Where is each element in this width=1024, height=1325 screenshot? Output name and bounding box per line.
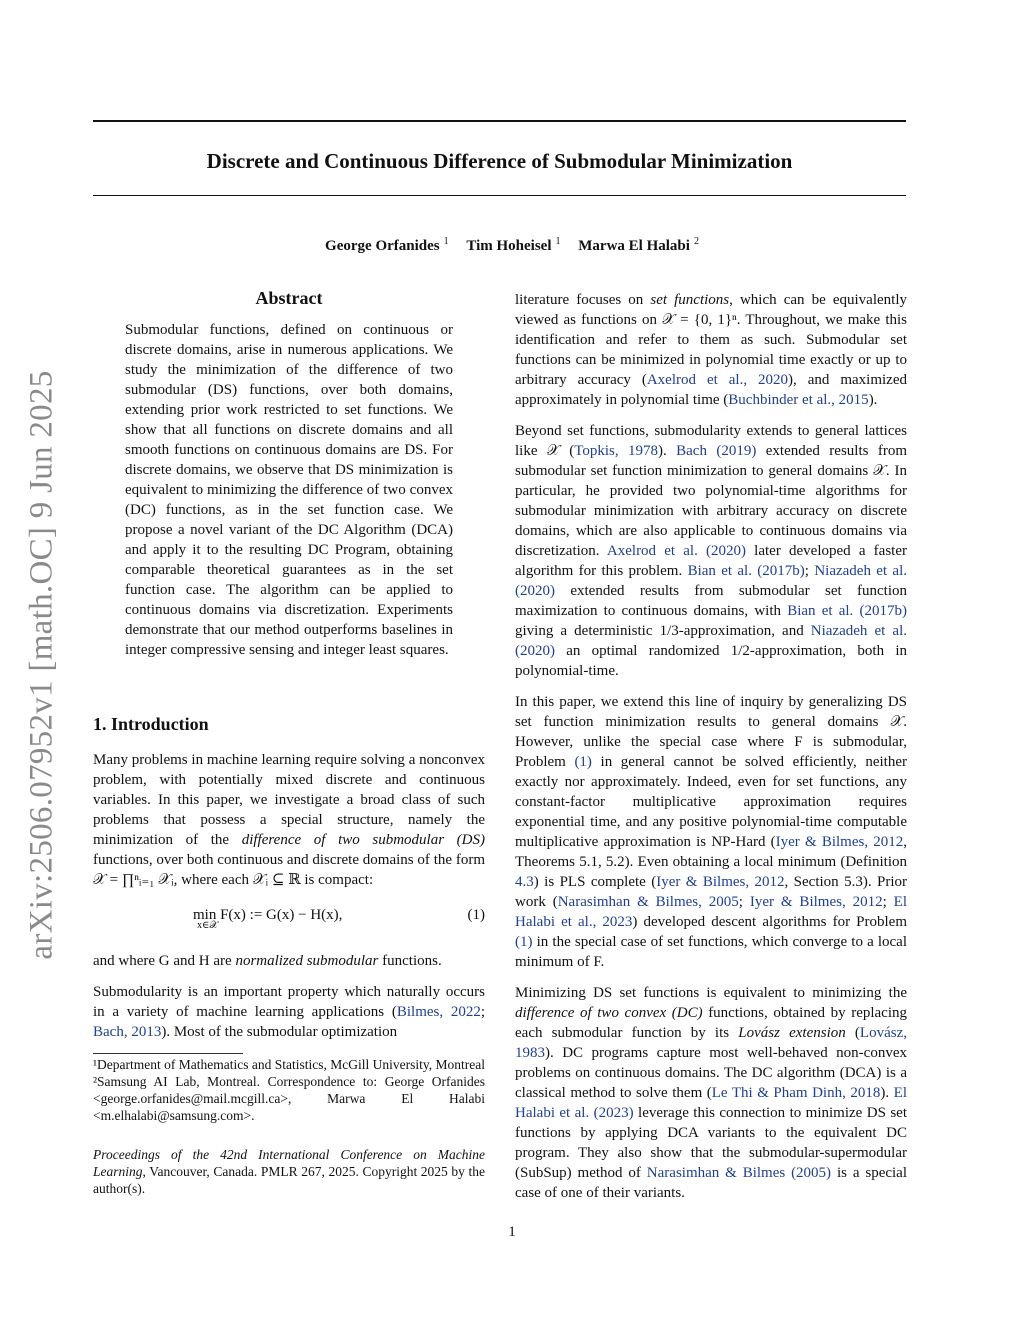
equation-ref-link[interactable]: (1) — [515, 934, 533, 950]
equation-1 — [93, 901, 485, 941]
citation-link[interactable]: Iyer & Bilmes, 2012 — [775, 834, 904, 850]
citation-link[interactable]: Axelrod et al. (2020) — [606, 543, 746, 559]
arxiv-watermark: arXiv:2506.07952v1 [math.OC] 9 Jun 2025 — [23, 370, 60, 960]
right-paragraph-2: Beyond set functions, submodularity extends to general lattices like 𝒳 (Topkis, 1978). Bach (2019) extended results from submodular set function minimization to general domains 𝒳. In particular, he provided two polynomial-time algorithms for submodular minimization with arbitrary accuracy on discrete domains, which are also applicable to continuous domains via discretization. Axelrod et al. (2020) later developed a faster algorithm for this problem. Bian et al. (2017b); Niazadeh et al. (2020) extended results from submodular set function maximization to continuous domains, with Bian et al. (2017b) giving a deterministic 1/3-approximation, and Niazadeh et al. (2020) an optimal randomized 1/2-approximation, both in polynomial-time. — [515, 423, 908, 679]
left-column — [93, 286, 485, 1197]
citation-link[interactable]: Topkis, 1978 — [574, 443, 658, 459]
paper-title: Discrete and Continuous Difference of Submodular Minimization — [206, 149, 793, 173]
intro-paragraph-3: Submodularity is an important property which naturally occurs in a variety of machine learning applications (Bilmes, 2022; Bach, 2013). Most of the submodular optimization — [93, 984, 485, 1040]
equation-subscript: x∈𝒳 — [197, 920, 219, 931]
footnote-affiliations: ¹Department of Mathematics and Statistics, McGill University, Montreal ²Samsung AI Lab, Montreal. Correspondence to: George Orfanides <george.orfanides@mail.mcgill.ca>, Marwa El Halabi <m.elhalabi@samsung.com>. — [93, 1057, 485, 1123]
equation-body: min F(x) := G(x) − H(x), x∈𝒳 — [193, 907, 343, 931]
citation-link[interactable]: Niazadeh et al. (2020) — [515, 563, 908, 599]
citation-link[interactable]: Bian et al. (2017b) — [787, 603, 907, 619]
citation-link[interactable]: Axelrod et al., 2020 — [646, 372, 789, 388]
citation-link[interactable]: El Halabi et al., 2023 — [515, 894, 907, 930]
author-2 — [466, 231, 560, 257]
citation-link[interactable]: Narasimhan & Bilmes, 2005 — [557, 894, 739, 910]
author-name: Marwa El Halabi — [578, 238, 690, 254]
citation-link[interactable]: Bian et al. (2017b) — [687, 563, 805, 579]
citation-link[interactable]: Bach, 2013 — [93, 1024, 162, 1040]
abstract-heading: Abstract — [255, 288, 323, 308]
page-number: 1 — [508, 1224, 516, 1240]
right-paragraph-3: In this paper, we extend this line of inquiry by generalizing DS set function minimization results to general domains 𝒳. However, unlike the special case where F is submodular, Problem (1) in general cannot be solved efficiently, neither exactly nor approximately. Indeed, even for set functions, any constant-factor multiplicative approximation requires exponential time, and any positive polynomial-time computable multiplicative approximation is NP-Hard (Iyer & Bilmes, 2012, Theorems 5.1, 5.2). Even obtaining a local minimum (Definition 4.3) is PLS complete (Iyer & Bilmes, 2012, Section 5.3). Prior work (Narasimhan & Bilmes, 2005; Iyer & Bilmes, 2012; El Halabi et al., 2023) developed descent algorithms for Problem (1) in the special case of set functions, which converge to a local minimum of F. — [515, 694, 907, 970]
footnote-rule — [93, 1053, 243, 1054]
equation-ref-link[interactable]: (1) — [574, 754, 592, 770]
intro-paragraph-2: and where G and H are normalized submodular functions. — [93, 953, 442, 969]
author-name: Tim Hoheisel — [466, 238, 552, 254]
author-3 — [578, 231, 699, 257]
author-list — [0, 231, 1024, 257]
author-affiliation: 1 — [443, 236, 449, 247]
citation-link[interactable]: Bilmes, 2022 — [396, 1004, 481, 1020]
citation-link[interactable]: Narasimhan & Bilmes (2005) — [646, 1165, 832, 1181]
citation-link[interactable]: Buchbinder et al., 2015 — [728, 392, 869, 408]
intro-paragraph-1: Many problems in machine learning require solving a nonconvex problem, with potentially mixed discrete and continuous variables. In this paper, we investigate a broad class of such problems that possess a special structure, namely the minimization of the difference of two submodular (DS) functions, over both continuous and discrete domains of the form 𝒳 = ∏ⁿᵢ₌₁ 𝒳ᵢ, where each 𝒳ᵢ ⊆ ℝ is compact: — [93, 752, 485, 888]
footnote-proceedings: Proceedings of the 42nd International Conference on Machine Learning, Vancouver, Canada. PMLR 267, 2025. Copyright 2025 by the author(s). — [93, 1147, 485, 1196]
citation-link[interactable]: Iyer & Bilmes, 2012 — [749, 894, 883, 910]
title-top-rule — [93, 120, 906, 122]
author-affiliation: 1 — [555, 236, 561, 247]
right-paragraph-1: literature focuses on set functions, which can be equivalently viewed as functions on 𝒳 = {0, 1}ⁿ. Throughout, we make this identification and refer to them as such. Submodular set functions can be minimized in polynomial time exactly or up to arbitrary accuracy (Axelrod et al., 2020), and maximized approximately in polynomial time (Buchbinder et al., 2015). — [515, 292, 907, 408]
citation-link[interactable]: Lovász, 1983 — [515, 1025, 907, 1061]
citation-link[interactable]: Iyer & Bilmes, 2012 — [656, 874, 785, 890]
definition-ref-link[interactable]: 4.3 — [515, 874, 534, 890]
equation-number: (1) — [467, 907, 485, 923]
author-affiliation: 2 — [693, 236, 699, 247]
right-paragraph-4: Minimizing DS set functions is equivalent to minimizing the difference of two convex (DC) functions, obtained by replacing each submodular function by its Lovász extension (Lovász, 1983). DC programs capture most well-behaved non-convex problems on continuous domains. The DC algorithm (DCA) is a classical method to solve them (Le Thi & Pham Dinh, 2018). El Halabi et al. (2023) leverage this connection to minimize DS set functions by applying DCA variants to the equivalent DC program. They also show that the submodular-supermodular (SubSup) method of Narasimhan & Bilmes (2005) is a special case of one of their variants. — [515, 985, 908, 1201]
citation-link[interactable]: Niazadeh et al. (2020) — [515, 623, 908, 659]
abstract-text: Submodular functions, defined on continuous or discrete domains, arise in numerous applications. We study the minimization of the difference of two submodular (DS) functions, over both domains, extending prior work restricted to set functions. We show that all functions on discrete domains and all smooth functions on continuous domains are DS. For discrete domains, we observe that DS minimization is equivalent to minimizing the difference of two convex (DC) functions, as in the set function case. We propose a novel variant of the DC Algorithm (DCA) and apply it to the resulting DC Program, obtaining comparable theoretical guarantees as in the set function case. The algorithm can be applied to continuous domains via discretization. Experiments demonstrate that our method outperforms baselines in integer compressive sensing and integer least squares. — [125, 322, 453, 658]
citation-link[interactable]: Bach (2019) — [676, 443, 757, 459]
right-column — [515, 290, 907, 1214]
citation-link[interactable]: Le Thi & Pham Dinh, 2018 — [711, 1085, 881, 1101]
author-name: George Orfanides — [325, 238, 440, 254]
author-1 — [325, 231, 449, 257]
citation-link[interactable]: El Halabi et al. (2023) — [515, 1085, 907, 1121]
section-heading-introduction: 1. Introduction — [93, 714, 209, 734]
title-bottom-rule — [93, 195, 906, 196]
